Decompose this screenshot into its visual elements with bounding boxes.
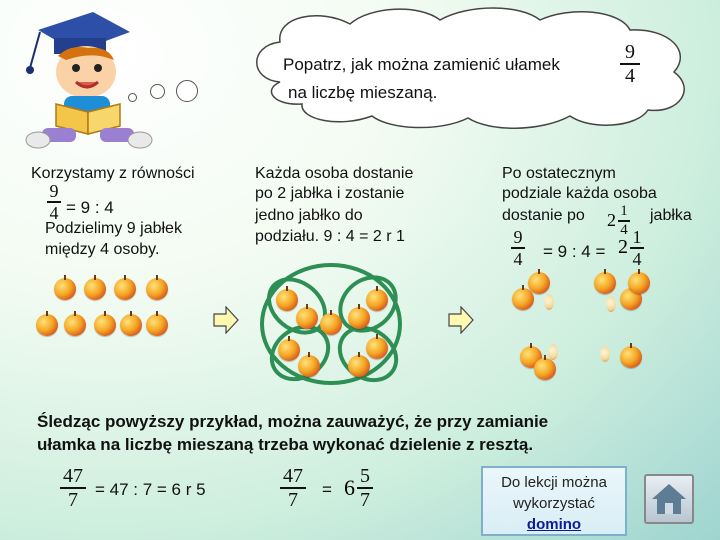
student-reading-icon (18, 8, 168, 158)
apples-group-1 (34, 270, 174, 350)
apple-slice-icon (600, 346, 610, 362)
col3-line-1: Po ostatecznym (502, 165, 616, 182)
col1-intro: Korzystamy z równości (31, 165, 195, 182)
apple-icon (276, 289, 298, 311)
apple-icon (528, 272, 550, 294)
col2-line-2: po 2 jabłka i zostanie (255, 185, 405, 202)
apple-icon (146, 314, 168, 336)
col3-line-3-suffix: jabłka (650, 207, 692, 224)
apple-icon (534, 358, 556, 380)
example-mixed-number: 6 $\frac{5}{7}$ (344, 466, 373, 510)
apple-icon (36, 314, 58, 336)
apples-group-2 (260, 263, 402, 385)
apple-icon (278, 339, 300, 361)
col1-fraction: 9 4 (47, 182, 61, 222)
example-fraction-2: 47 7 (280, 466, 306, 510)
apples-group-3 (508, 270, 658, 380)
apple-icon (64, 314, 86, 336)
conclusion-line-1: Śledząc powyższy przykład, można zauważyć, że przy zamianie (37, 412, 549, 431)
home-button[interactable] (644, 474, 694, 524)
apple-icon (366, 337, 388, 359)
apple-icon (94, 314, 116, 336)
apple-icon (298, 355, 320, 377)
apple-icon (54, 278, 76, 300)
right-arrow-icon (213, 306, 239, 334)
example-equals: = (322, 480, 332, 499)
bubble-line-2: na liczbę mieszaną. (288, 83, 438, 102)
right-arrow-icon (448, 306, 474, 334)
apple-icon (366, 289, 388, 311)
col2-line-1: Każda osoba dostanie (255, 165, 414, 182)
col3-mixed-result: 2 $\frac{1}{4}$ (618, 228, 644, 268)
col3-mixed-small: 2 $\frac{1}{4}$ (607, 204, 630, 238)
apple-icon (146, 278, 168, 300)
col1-line-2: Podzielimy 9 jabłek (45, 220, 182, 237)
bubble-line-1: Popatrz, jak można zamienić ułamek (283, 55, 560, 74)
thought-bubble-small (128, 93, 137, 102)
bubble-fraction: 9 4 (620, 42, 640, 86)
domino-info-box (481, 466, 627, 536)
col3-equation: = 9 : 4 = (543, 242, 606, 261)
domino-link[interactable]: domino (526, 516, 582, 533)
apple-icon (114, 278, 136, 300)
apple-slice-icon (544, 294, 554, 310)
apple-icon (620, 346, 642, 368)
thought-bubble-large (176, 80, 198, 102)
col2-line-4: podziału. 9 : 4 = 2 r 1 (255, 228, 405, 245)
apple-icon (628, 272, 650, 294)
col1-equation: = 9 : 4 (66, 198, 114, 217)
apple-icon (348, 355, 370, 377)
domino-line-1: Do lekcji można (501, 474, 607, 491)
apple-icon (296, 307, 318, 329)
apple-icon (84, 278, 106, 300)
apple-slice-icon (548, 344, 558, 360)
thought-bubble-medium (150, 84, 165, 99)
apple-icon (348, 307, 370, 329)
col2-line-3: jedno jabłko do (255, 207, 363, 224)
col3-fraction: 9 4 (511, 228, 525, 268)
apple-icon (320, 313, 342, 335)
conclusion-line-2: ułamka na liczbę mieszaną trzeba wykonać dzielenie z resztą. (37, 435, 534, 454)
apple-icon (512, 288, 534, 310)
col3-line-3: dostanie po (502, 207, 585, 224)
apple-icon (594, 272, 616, 294)
home-icon (646, 476, 692, 522)
col3-line-2: podziale każda osoba (502, 185, 657, 202)
apple-icon (120, 314, 142, 336)
example-fraction-1: 47 7 (60, 466, 86, 510)
domino-line-2: wykorzystać (513, 495, 595, 512)
col1-line-3: między 4 osoby. (45, 241, 160, 258)
apple-slice-icon (606, 296, 616, 312)
example-equation-1: = 47 : 7 = 6 r 5 (95, 480, 206, 499)
